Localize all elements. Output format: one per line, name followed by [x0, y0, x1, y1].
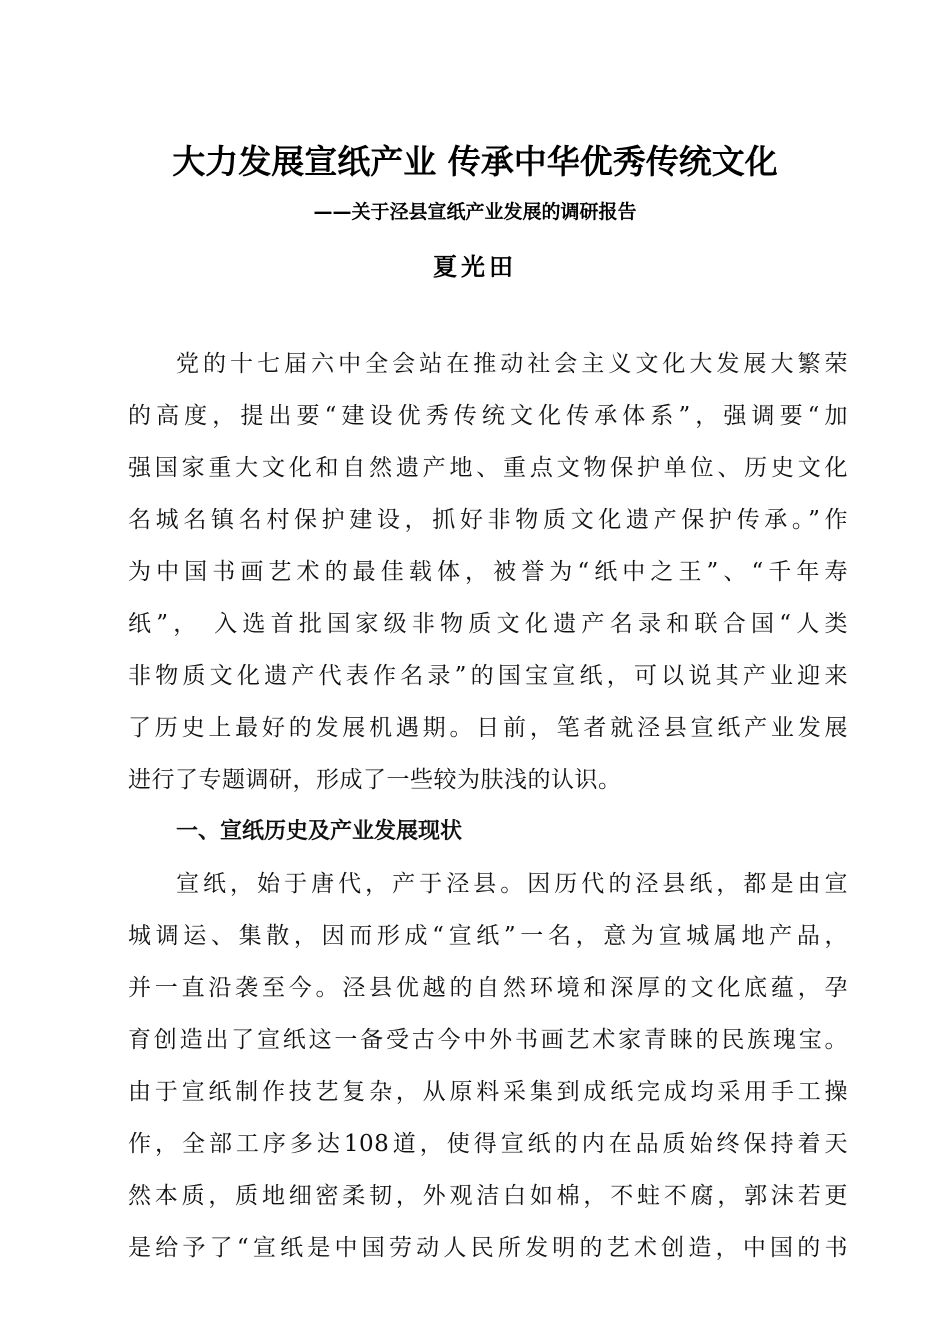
text-line: 然本质，质地细密柔韧，外观洁白如棉，不蛀不腐，郭沫若更 [128, 1183, 848, 1209]
text-line: 纸”， 入选首批国家级非物质文化遗产名录和联合国“人类 [128, 611, 848, 637]
paragraph-1 [128, 338, 848, 806]
text-line: 为中国书画艺术的最佳载体，被誉为“纸中之王”、“千年寿 [128, 559, 848, 585]
text-line: 党的十七届六中全会站在推动社会主义文化大发展大繁荣 [176, 351, 848, 377]
text-line: 的高度，提出要“建设优秀传统文化传承体系”，强调要“加 [128, 403, 848, 429]
text-line: 进行了专题调研，形成了一些较为肤浅的认识。 [128, 767, 622, 793]
document-subtitle: ——关于泾县宣纸产业发展的调研报告 [313, 201, 637, 223]
document-author: 夏光田 [433, 252, 517, 281]
text-line: 并一直沿袭至今。泾县优越的自然环境和深厚的文化底蕴，孕 [128, 975, 848, 1001]
text-line: 育创造出了宣纸这一备受古今中外书画艺术家青睐的民族瑰宝。 [128, 1027, 848, 1053]
text-line: 名城名镇名村保护建设，抓好非物质文化遗产保护传承。”作 [128, 507, 848, 533]
document-title: 大力发展宣纸产业 传承中华优秀传统文化 [172, 142, 778, 181]
text-line: 宣纸，始于唐代，产于泾县。因历代的泾县纸，都是由宣 [176, 871, 848, 897]
section-heading: 一、宣纸历史及产业发展现状 [176, 819, 463, 844]
text-line: 城调运、集散，因而形成“宣纸”一名，意为宣城属地产品， [128, 923, 848, 949]
text-line: 是给予了“宣纸是中国劳动人民所发明的艺术创造，中国的书 [128, 1235, 848, 1261]
text-line: 强国家重大文化和自然遗产地、重点文物保护单位、历史文化 [128, 455, 848, 481]
text-line: 非物质文化遗产代表作名录”的国宝宣纸，可以说其产业迎来 [128, 663, 848, 689]
text-line: 作，全部工序多达108道，使得宣纸的内在品质始终保持着天 [128, 1131, 848, 1157]
document-body [128, 338, 848, 1274]
text-line: 了历史上最好的发展机遇期。日前，笔者就泾县宣纸产业发展 [128, 715, 848, 741]
paragraph-2 [128, 858, 848, 1274]
text-line: 由于宣纸制作技艺复杂，从原料采集到成纸完成均采用手工操 [128, 1079, 848, 1105]
